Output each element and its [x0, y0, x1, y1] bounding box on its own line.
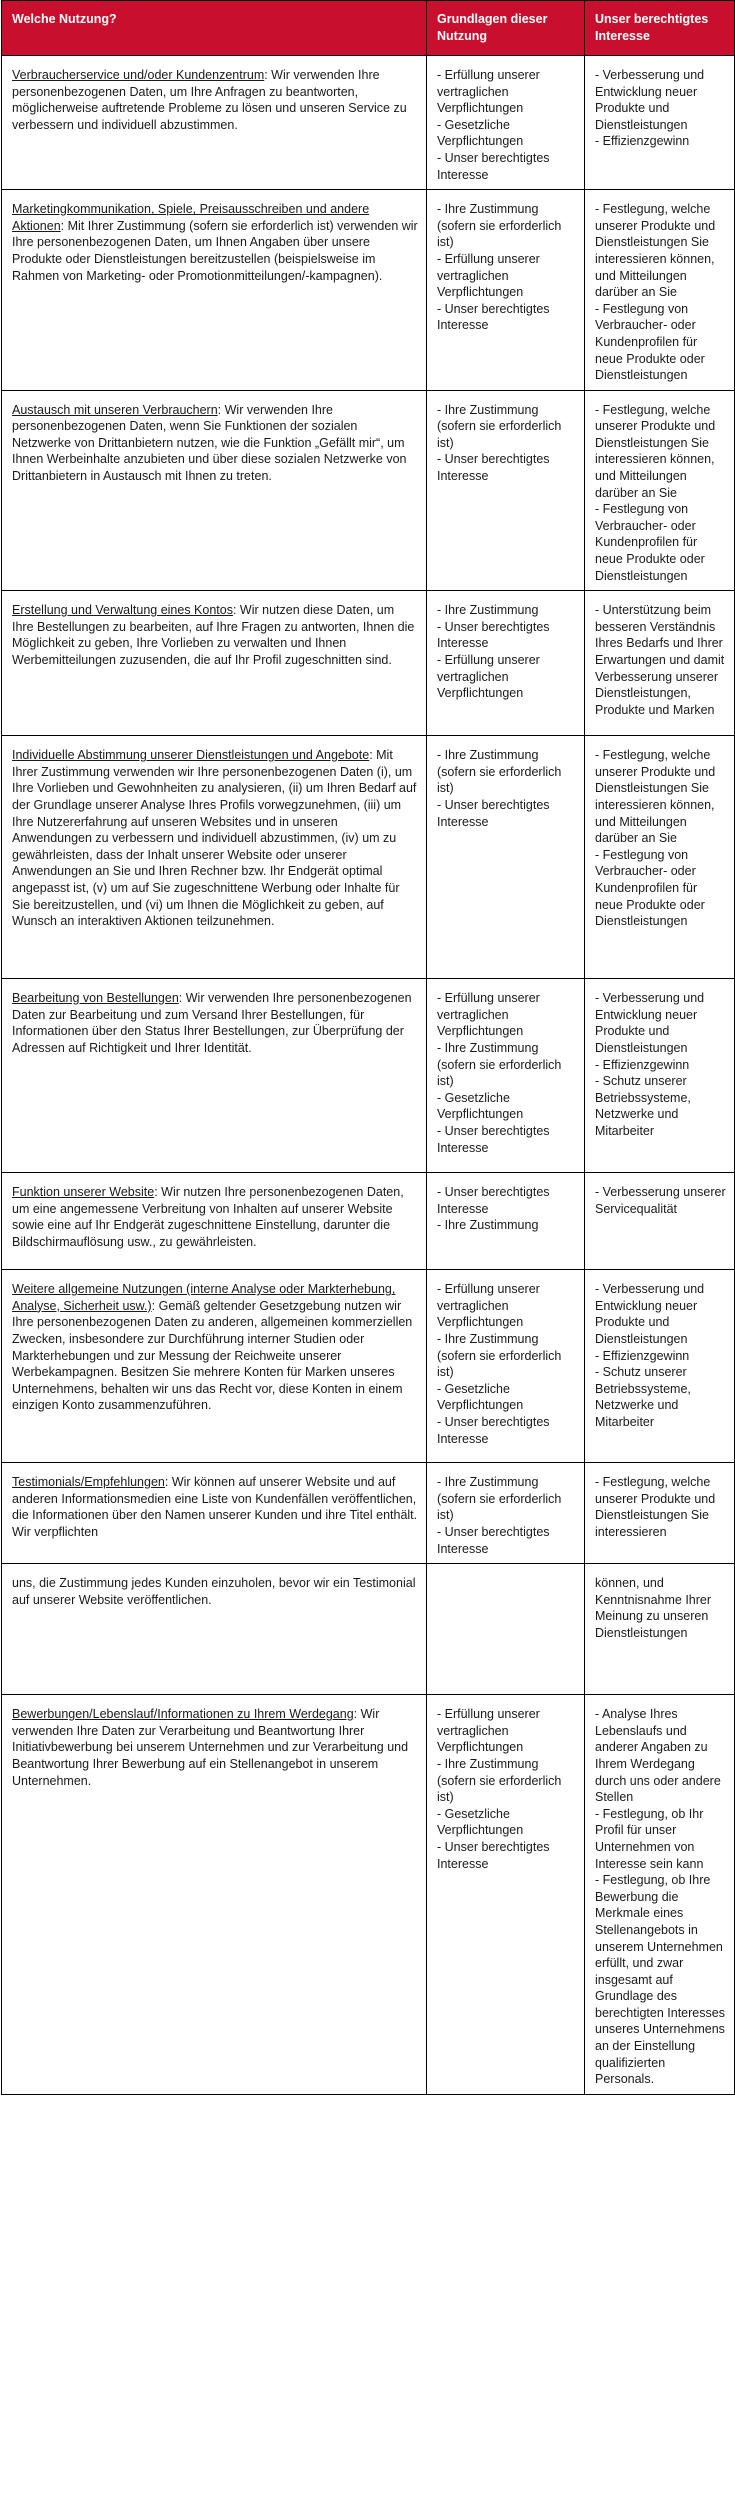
usage-description: : Gemäß geltender Gesetzgebung nutzen wir Ihre personenbezogenen Daten zu anderen, allgemeinen kommerziellen Zwecken, insbesondere zur Durchführung interner Studien oder Markterhebungen und zur Messung der Reichweite unserer Werbekampagnen. Besitzen Sie mehrere Konten für Marken unseres Unternehmens, behalten wir uns das Recht vor, diese Konten in einem einzigen Konto zusammenzuführen. [12, 1298, 413, 1413]
basis-item: - Ihre Zustimmung (sofern sie erforderlich ist) [437, 1332, 562, 1380]
interest-cell [585, 736, 735, 979]
usage-topic: Erstellung und Verwaltung eines Kontos [12, 603, 233, 618]
table-row [2, 190, 735, 391]
usage-cell [2, 736, 427, 979]
basis-cell [427, 736, 585, 979]
interest-cell [585, 1463, 735, 1564]
basis-item: - Ihre Zustimmung (sofern sie erforderlich ist) [437, 1756, 562, 1805]
usage-cell [2, 979, 427, 1173]
basis-item: - Unser berechtigtes Interesse [437, 301, 550, 333]
interest-item: - Festlegung, welche unserer Produkte und Dienstleistungen Sie interessieren können, und Mitteilungen darüber an Sie [595, 402, 716, 500]
basis-cell [427, 1173, 585, 1270]
interest-item: - Festlegung, ob Ihre Bewerbung die Merkmale eines Stellenangebots in unserem Unternehmen erfüllt, und zwar insgesamt auf Grundlage des berechtigten Interesses unseres Unternehmens an der Einstellung qualifizierten Personals. [595, 1873, 725, 2087]
basis-item: - Gesetzliche Verpflichtungen [437, 1806, 524, 1838]
table-row [2, 1173, 735, 1270]
usage-topic: Individuelle Abstimmung unserer Dienstleistungen und Angebote [12, 748, 370, 763]
interest-cell [585, 1564, 735, 1695]
basis-cell [427, 1270, 585, 1463]
interest-item: - Festlegung, welche unserer Produkte und Dienstleistungen Sie interessieren können, und Mitteilungen darüber an Sie [595, 202, 716, 300]
basis-item: - Unser berechtigtes Interesse [437, 619, 550, 651]
usage-description: : Wir können auf unserer Website und auf anderen Informationsmedien eine Liste von Kundenfällen veröffentlichen, die Informationen über den Namen unserer Kunden und ihre Titel enthält. Wir verpflichten [12, 1475, 418, 1539]
interest-item: - Unterstützung beim besseren Verständnis Ihres Bedarfs und Ihrer Erwartungen und damit Verbesserung unserer Dienstleistungen, Produkte und Marken [595, 603, 725, 717]
usage-table [1, 0, 735, 2095]
basis-item: - Ihre Zustimmung (sofern sie erforderlich ist) [437, 1041, 562, 1089]
basis-item: - Ihre Zustimmung [437, 1218, 539, 1233]
header-interest: Unser berechtigtes Interesse [585, 1, 735, 56]
interest-item: - Festlegung von Verbraucher- oder Kundenprofilen für neue Produkte oder Dienstleistungen [595, 502, 705, 583]
usage-cell [2, 1564, 427, 1695]
basis-cell [427, 190, 585, 391]
interest-item: - Effizienzgewinn [595, 1057, 690, 1072]
basis-item: - Erfüllung unserer vertraglichen Verpflichtungen [437, 1707, 540, 1755]
usage-cell [2, 1270, 427, 1463]
basis-item: - Gesetzliche Verpflichtungen [437, 117, 524, 149]
table-row [2, 1463, 735, 1564]
usage-topic: Funktion unserer Website [12, 1185, 155, 1200]
usage-cell [2, 1173, 427, 1270]
basis-item: - Unser berechtigtes Interesse [437, 1414, 550, 1446]
interest-item: - Effizienzgewinn [595, 1348, 690, 1363]
usage-cell [2, 190, 427, 391]
basis-cell [427, 56, 585, 190]
basis-item: - Ihre Zustimmung [437, 603, 539, 618]
usage-cell [2, 390, 427, 591]
usage-topic: Weitere allgemeine Nutzungen (interne Analyse oder Markterhebung, Analyse, Sicherheit usw.) [12, 1282, 396, 1313]
usage-description: : Wir verwenden Ihre personenbezogenen Daten, um Ihre Anfragen zu beantworten, möglicherweise auftretende Probleme zu lösen und unseren Service zu verbessern und individuell abzustimmen. [12, 68, 407, 132]
usage-cell [2, 1695, 427, 2095]
usage-topic: Testimonials/Empfehlungen [12, 1475, 165, 1490]
basis-item: - Unser berechtigtes Interesse [437, 1839, 550, 1871]
basis-item: - Unser berechtigtes Interesse [437, 1123, 550, 1155]
basis-item: - Ihre Zustimmung (sofern sie erforderlich ist) [437, 1475, 562, 1523]
basis-item: - Erfüllung unserer vertraglichen Verpflichtungen [437, 991, 540, 1039]
basis-item: - Unser berechtigtes Interesse [437, 1185, 550, 1216]
table-row [2, 979, 735, 1173]
interest-item: - Schutz unserer Betriebssysteme, Netzwerke und Mitarbeiter [595, 1365, 691, 1429]
interest-item: - Festlegung, ob Ihr Profil für unser Unternehmen von Interesse sein kann [595, 1806, 704, 1871]
table-row [2, 56, 735, 190]
basis-item: - Unser berechtigtes Interesse [437, 798, 550, 829]
basis-item: - Gesetzliche Verpflichtungen [437, 1381, 524, 1413]
usage-description: : Wir nutzen Ihre personenbezogenen Daten, um eine angemessene Verbreitung von Inhalten auf unserer Website sowie eine auf Ihr Endgerät zugeschnittene Einstellung, darunter die Bildschirmauflösung usw., zu gewährleisten. [12, 1185, 404, 1249]
interest-cell [585, 591, 735, 736]
usage-cell [2, 591, 427, 736]
interest-item: - Festlegung, welche unserer Produkte und Dienstleistungen Sie interessieren können, und Mitteilungen darüber an Sie [595, 748, 716, 846]
basis-cell [427, 1564, 585, 1695]
basis-cell [427, 591, 585, 736]
interest-item: - Effizienzgewinn [595, 134, 690, 149]
basis-item: - Ihre Zustimmung (sofern sie erforderlich ist) [437, 748, 562, 796]
interest-item: - Analyse Ihres Lebenslaufs und anderer Angaben zu Ihrem Werdegang durch uns oder andere Stellen [595, 1707, 721, 1805]
usage-cell [2, 56, 427, 190]
usage-topic: Verbraucherservice und/oder Kundenzentrum [12, 68, 265, 82]
usage-topic: Marketingkommunikation, Spiele, Preisausschreiben und andere Aktionen [12, 202, 370, 233]
interest-item: - Festlegung von Verbraucher- oder Kundenprofilen für neue Produkte oder Dienstleistungen [595, 301, 705, 383]
interest-cell [585, 1695, 735, 2095]
basis-item: - Unser berechtigtes Interesse [437, 452, 550, 484]
interest-item: - Verbesserung und Entwicklung neuer Produkte und Dienstleistungen [595, 991, 705, 1055]
basis-item: - Erfüllung unserer vertraglichen Verpflichtungen [437, 251, 540, 300]
usage-description: : Wir verwenden Ihre personenbezogenen Daten, wenn Sie Funktionen der sozialen Netzwerke von Drittanbietern nutzen, wie die Funktion „Gefällt mir“, um Ihnen Werbeinhalte anzubieten und über diese sozialen Netzwerke von Drittanbietern in Austausch mit Ihnen zu treten. [12, 402, 407, 484]
basis-cell [427, 1695, 585, 2095]
basis-item: - Ihre Zustimmung (sofern sie erforderlich ist) [437, 402, 562, 450]
interest-cell [585, 1173, 735, 1270]
interest-cell [585, 390, 735, 591]
table-row [2, 1695, 735, 2095]
usage-description: : Mit Ihrer Zustimmung verwenden wir Ihre personenbezogenen Daten (i), um Ihre Vorlieben und Gewohnheiten zu analysieren, (ii) um Ihren Bedarf auf der Grundlage unserer Analyse Ihres Profils vorwegzunehmen, (iii) um Ihre Nutzererfahrung auf unseren Websites und in unseren Anwendungen zu verbessern und individuell abzustimmen, (iv) um zu gewährleisten, dass der Inhalt unserer Website oder unserer Anwendungen an Sie und Ihren Rechner bzw. Ihr Endgerät optimal angepasst ist, (v) um auf Sie zugeschnittene Werbung oder Inhalte für Sie bereitzustellen, und (vi) um Ihnen die Möglichkeit zu geben, auf Wunsch an interaktiven Aktionen teilzunehmen. [12, 748, 417, 929]
usage-topic: Bewerbungen/Lebenslauf/Informationen zu Ihrem Werdegang [12, 1707, 354, 1722]
interest-item: - Verbesserung und Entwicklung neuer Produkte und Dienstleistungen [595, 1282, 705, 1346]
usage-topic: Austausch mit unseren Verbrauchern [12, 402, 218, 417]
interest-cell [585, 56, 735, 190]
interest-item: - Festlegung von Verbraucher- oder Kundenprofilen für neue Produkte oder Dienstleistungen [595, 847, 705, 929]
header-basis: Grundlagen dieser Nutzung [427, 1, 585, 56]
usage-cell [2, 1463, 427, 1564]
interest-cell [585, 190, 735, 391]
usage-description: : Wir verwenden Ihre personenbezogenen Daten zur Bearbeitung und zum Versand Ihrer Bestellungen, für Informationen über den Status Ihrer Bestellungen, zur Überprüfung der Adressen auf Richtigkeit und Ihrer Identität. [12, 991, 412, 1055]
basis-item: - Erfüllung unserer vertraglichen Verpflichtungen [437, 1282, 540, 1330]
table-row [2, 591, 735, 736]
header-row [2, 1, 735, 56]
interest-item: - Verbesserung unserer Servicequalität [595, 1185, 726, 1216]
usage-description: : Wir nutzen diese Daten, um Ihre Bestellungen zu bearbeiten, auf Ihre Fragen zu antworten, Ihnen die Möglichkeit zu geben, Ihre Vorlieben zu verwalten und Ihnen Werbemitteilungen zuzusenden, die auf Ihr Profil zugeschnitten sind. [12, 603, 415, 667]
usage-description: : Mit Ihrer Zustimmung (sofern sie erforderlich ist) verwenden wir Ihre personenbezogenen Daten, um Ihnen Angaben über unsere Produkte oder Dienstleistungen bereitzustellen (beispielsweise im Rahmen von Marketing- oder Promotionmitteilungen/-kampagnen). [12, 218, 418, 283]
basis-item: - Ihre Zustimmung (sofern sie erforderlich ist) [437, 202, 562, 250]
basis-item: - Unser berechtigtes Interesse [437, 150, 550, 182]
header-usage: Welche Nutzung? [2, 1, 427, 56]
usage-topic: Bearbeitung von Bestellungen [12, 991, 179, 1006]
interest-cell [585, 1270, 735, 1463]
interest-item: können, und Kenntnisnahme Ihrer Meinung zu unseren Dienstleistungen [595, 1576, 712, 1640]
basis-item: - Erfüllung unserer vertraglichen Verpflichtungen [437, 68, 540, 116]
interest-cell [585, 979, 735, 1173]
table-row [2, 1270, 735, 1463]
table-row [2, 390, 735, 591]
table-row [2, 1564, 735, 1695]
basis-cell [427, 979, 585, 1173]
usage-description: uns, die Zustimmung jedes Kunden einzuholen, bevor wir ein Testimonial auf unserer Website veröffentlichen. [12, 1576, 416, 1607]
basis-item: - Erfüllung unserer vertraglichen Verpflichtungen [437, 653, 540, 701]
usage-description: : Wir verwenden Ihre Daten zur Verarbeitung und Beantwortung Ihrer Initiativbewerbung bei unserem Unternehmen und zur Verarbeitung und Beantwortung Ihrer Bewerbung auf ein Stellenangebot in unserem Unternehmen. [12, 1707, 409, 1788]
interest-item: - Festlegung, welche unserer Produkte und Dienstleistungen Sie interessieren [595, 1475, 716, 1539]
basis-cell [427, 390, 585, 591]
interest-item: - Schutz unserer Betriebssysteme, Netzwerke und Mitarbeiter [595, 1074, 691, 1138]
basis-item: - Gesetzliche Verpflichtungen [437, 1090, 524, 1122]
basis-cell [427, 1463, 585, 1564]
table-row [2, 736, 735, 979]
basis-item: - Unser berechtigtes Interesse [437, 1525, 550, 1556]
interest-item: - Verbesserung und Entwicklung neuer Produkte und Dienstleistungen [595, 68, 705, 132]
